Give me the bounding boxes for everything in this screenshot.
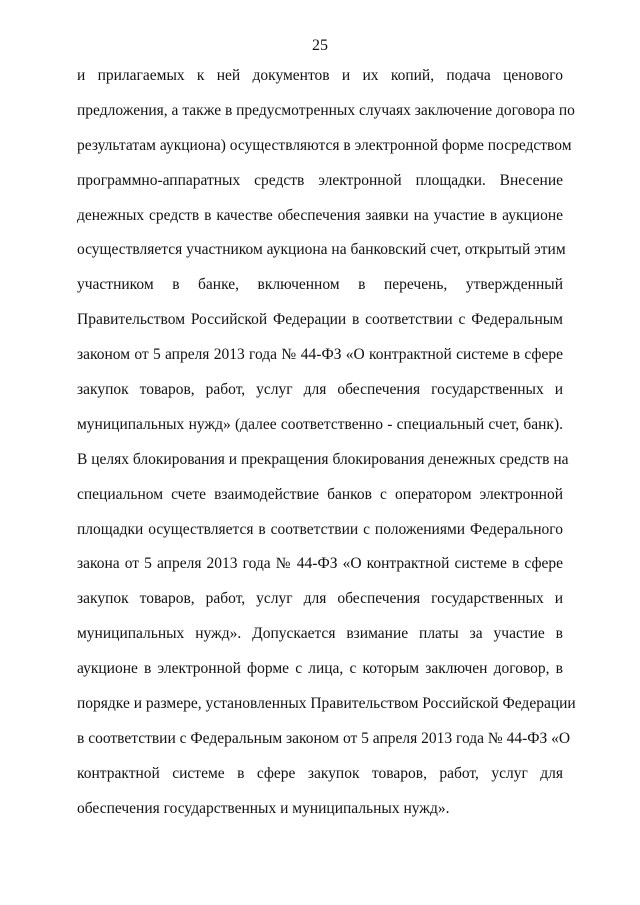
text-line-15: закона от 5 апреля 2013 года № 44-ФЗ «О контрактной системе в сфере: [77, 555, 563, 573]
text-line-5: денежных средств в качестве обеспечения заявки на участие в аукционе: [77, 206, 563, 224]
text-line-11: муниципальных нужд» (далее соответственно - специальный счет, банк).: [77, 415, 563, 433]
text-line-4: программно-аппаратных средств электронной площадки. Внесение: [77, 171, 563, 189]
page-number: 25: [312, 37, 328, 54]
text-line-13: специальном счете взаимодействие банков с оператором электронной: [77, 485, 563, 503]
text-line-1: и прилагаемых к ней документов и их копий, подача ценового: [77, 67, 563, 84]
text-line-12: В целях блокирования и прекращения блокирования денежных средств на: [77, 450, 569, 468]
text-line-20: в соответствии с Федеральным законом от 5 апреля 2013 года № 44-ФЗ «О: [77, 729, 571, 747]
text-line-22: обеспечения государственных и муниципальных нужд».: [77, 799, 450, 817]
text-line-19: порядке и размере, установленных Правительством Российской Федерации: [77, 695, 576, 713]
text-line-2: предложения, а также в предусмотренных случаях заключение договора по: [77, 101, 575, 119]
text-line-16: закупок товаров, работ, услуг для обеспечения государственных и: [77, 590, 563, 608]
text-line-7: участником в банке, включенном в перечень, утвержденный: [77, 276, 563, 294]
text-line-21: контрактной системе в сфере закупок товаров, работ, услуг для: [77, 764, 563, 782]
text-line-14: площадки осуществляется в соответствии с положениями Федерального: [77, 520, 563, 538]
text-line-18: аукционе в электронной форме с лица, с которым заключен договор, в: [77, 660, 563, 678]
text-line-3: результатам аукциона) осуществляются в электронной форме посредством: [77, 136, 572, 154]
text-line-9: законом от 5 апреля 2013 года № 44-ФЗ «О контрактной системе в сфере: [77, 346, 563, 364]
document-body: [77, 62, 576, 830]
text-line-17: муниципальных нужд». Допускается взимание платы за участие в: [77, 625, 563, 643]
text-line-10: закупок товаров, работ, услуг для обеспечения государственных и: [77, 381, 563, 399]
text-line-8: Правительством Российской Федерации в соответствии с Федеральным: [77, 311, 563, 329]
text-line-6: осуществляется участником аукциона на банковский счет, открытый этим: [77, 241, 566, 259]
